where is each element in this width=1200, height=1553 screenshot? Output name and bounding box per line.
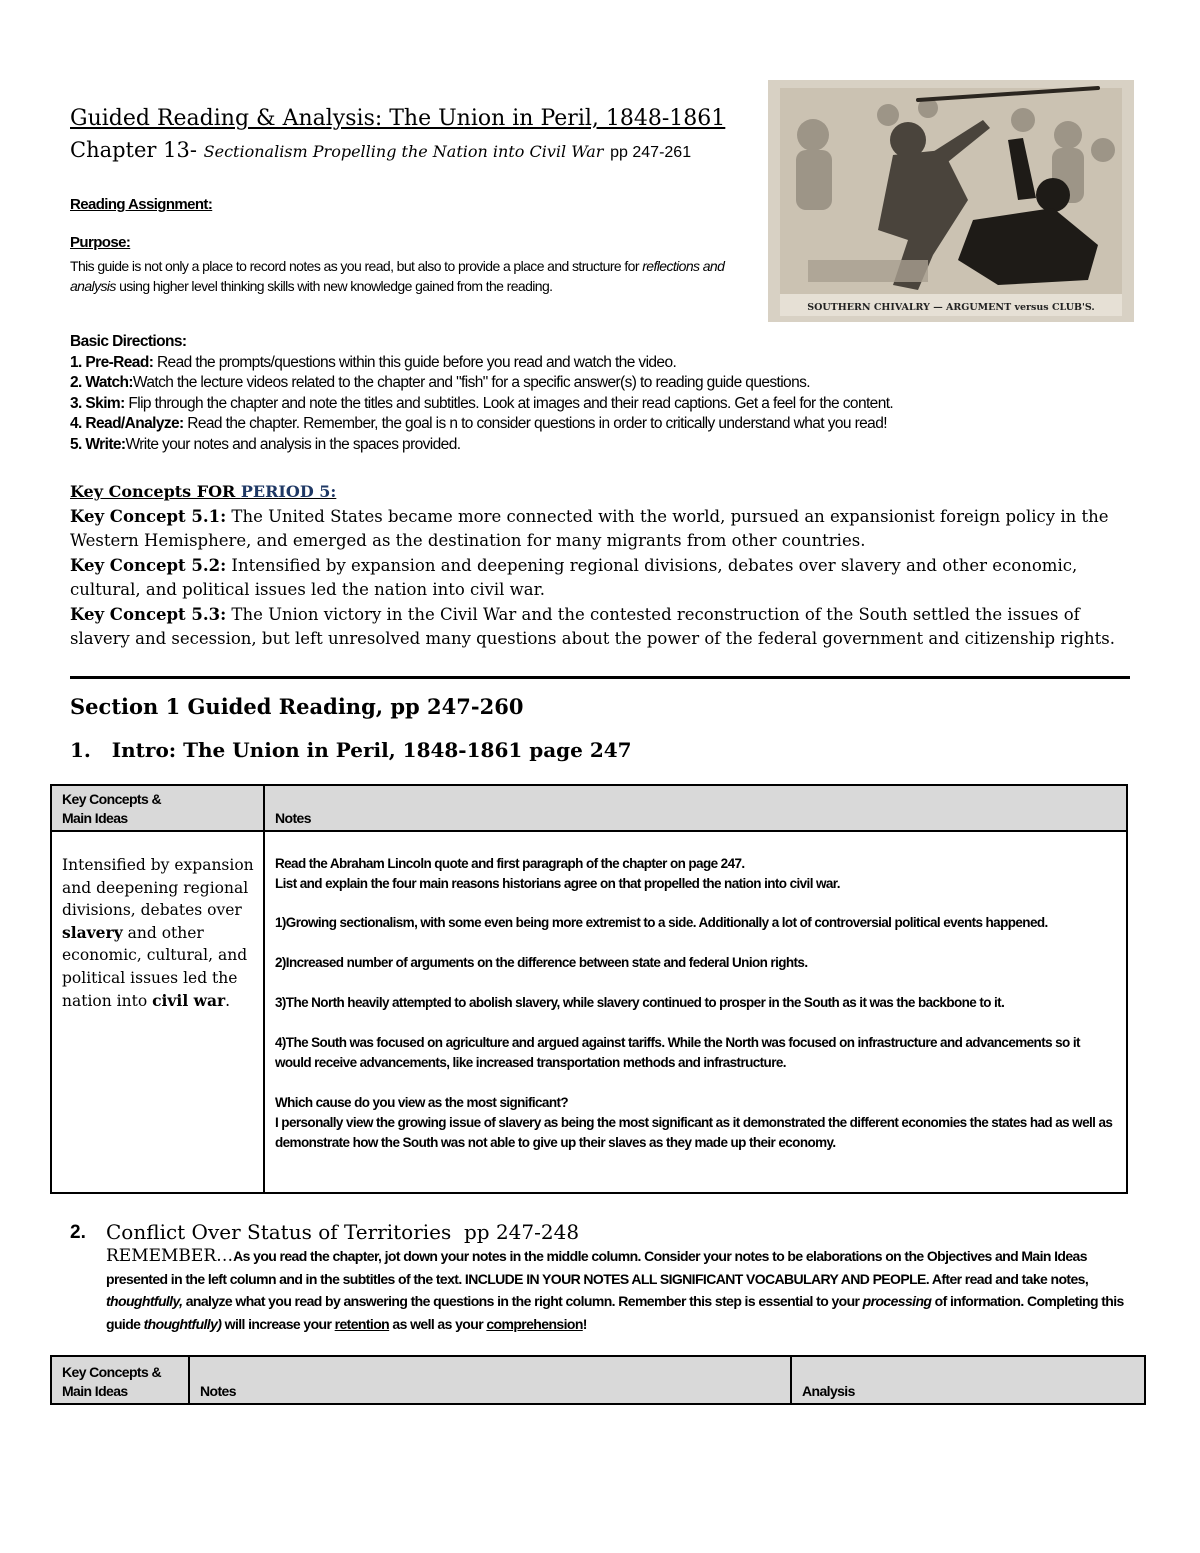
direction-label: 4. Read/Analyze: bbox=[70, 415, 184, 432]
key-concepts-period: PERIOD 5: bbox=[240, 482, 337, 501]
direction-item bbox=[70, 394, 1160, 415]
notes-question: Which cause do you view as the most significant? bbox=[275, 1095, 569, 1110]
section-2-table bbox=[50, 1355, 1146, 1405]
header-text: Main Ideas bbox=[62, 810, 128, 826]
table-row bbox=[51, 831, 1127, 1193]
section-1-table bbox=[50, 784, 1128, 1194]
main-idea-text: Intensified by expansion and deepening regional divisions, debates over bbox=[62, 856, 254, 920]
direction-text: Read the chapter. Remember, the goal is n to consider questions in order to critically understand what you read! bbox=[183, 415, 887, 432]
notes-prompt: Read the Abraham Lincoln quote and first paragraph of the chapter on page 247. bbox=[275, 856, 745, 871]
key-concept-item bbox=[70, 505, 1132, 554]
main-idea-text: . bbox=[225, 991, 231, 1010]
chapter-label: Chapter 13- bbox=[70, 138, 197, 162]
header-key-concepts bbox=[51, 785, 264, 831]
direction-item bbox=[70, 414, 1160, 435]
direction-text: Write your notes and analysis in the spaces provided. bbox=[125, 435, 461, 453]
southern-chivalry-illustration bbox=[768, 80, 1134, 322]
table-header-row bbox=[51, 1356, 1145, 1404]
direction-label: 5. Write: bbox=[70, 435, 126, 453]
main-idea-cell bbox=[51, 831, 264, 1193]
item-1-heading: 1. Intro: The Union in Peril, 1848-1861 page 247 bbox=[70, 738, 632, 762]
notes-reason: 2)Increased number of arguments on the difference between state and federal Union rights. bbox=[275, 955, 808, 970]
chapter-pages: pp 247-261 bbox=[610, 144, 692, 161]
header-analysis: Analysis bbox=[791, 1356, 1145, 1404]
purpose-text-part: This guide is not only a place to record notes as you read, but also to provide a place and structure for bbox=[70, 258, 643, 274]
notes-reason: 3)The North heavily attempted to abolish slavery, while slavery continued to prosper in the South as it was the backbone to it. bbox=[275, 995, 1005, 1010]
remember-underline: retention bbox=[334, 1315, 390, 1332]
illustration-svg bbox=[768, 80, 1134, 322]
remember-instructions bbox=[106, 1246, 1146, 1336]
header-text: Main Ideas bbox=[62, 1383, 128, 1399]
main-idea-bold: civil war bbox=[152, 990, 226, 1010]
remember-label: REMEMBER… bbox=[106, 1246, 234, 1266]
direction-text: Read the prompts/questions within this guide before you read and watch the video. bbox=[153, 353, 677, 371]
key-concepts-heading bbox=[70, 480, 1132, 505]
notes-answer: I personally view the growing issue of slavery as being the most significant as it demonstrated the different economies the states had as well as demonstrate how the South was not able to give up their slaves as they made up their economy. bbox=[275, 1115, 1113, 1150]
remember-text: analyze what you read by answering the questions in the right column. Remember this step is essential to your bbox=[182, 1293, 863, 1309]
header-text: Key Concepts & bbox=[62, 1364, 161, 1380]
direction-item bbox=[70, 353, 1160, 374]
notes-reason: 4)The South was focused on agriculture and argued against tariffs. While the North was focused on infrastructure and advancements so it would receive advancements, like increased transportation methods and infrastructure. bbox=[275, 1035, 1080, 1070]
notes-cell[interactable] bbox=[264, 831, 1127, 1193]
notes-prompt: List and explain the four main reasons historians agree on that propelled the nation into civil war. bbox=[275, 876, 840, 891]
remember-emphasis: thoughtfully) bbox=[143, 1315, 222, 1332]
key-concept-text: The Union victory in the Civil War and the contested reconstruction of the South settled the issues of slavery and secession, but left unresolved many questions about the power of the federal government and citizenship rights. bbox=[70, 604, 1116, 648]
reading-assignment-label: Reading Assignment: bbox=[70, 196, 213, 213]
key-concept-label: Key Concept 5.1: bbox=[70, 506, 227, 526]
key-concept-item bbox=[70, 554, 1132, 603]
basic-directions bbox=[70, 332, 1160, 455]
key-concepts-heading-text: Key Concepts FOR bbox=[70, 482, 241, 501]
key-concept-text: The United States became more connected with the world, pursued an expansionist foreign policy in the Western Hemisphere, and emerged as the destination for many migrants from other countries. bbox=[70, 506, 1109, 550]
purpose-text bbox=[70, 256, 730, 296]
item-2-number: 2. bbox=[70, 1222, 86, 1243]
header-key-concepts bbox=[51, 1356, 189, 1404]
key-concepts bbox=[70, 480, 1132, 652]
direction-item bbox=[70, 435, 1160, 456]
key-concept-label: Key Concept 5.2: bbox=[70, 555, 227, 575]
chapter-subtitle: Sectionalism Propelling the Nation into Civil War bbox=[203, 142, 604, 161]
direction-item bbox=[70, 373, 1160, 394]
remember-text: As you read the chapter, jot down your notes in the middle column. Consider your notes to be elaborations on the Objectives and Main Ideas presented in the left column and in the subtitles of the text. INCLUDE IN YOUR NOTES ALL SIGNIFICANT VOCABULARY AND PEOPLE. After read and take notes, bbox=[106, 1248, 1089, 1287]
direction-text: Flip through the chapter and note the titles and subtitles. Look at images and their read captions. Get a feel for the content. bbox=[124, 394, 894, 412]
key-concept-item bbox=[70, 603, 1132, 652]
key-concept-text: Intensified by expansion and deepening regional divisions, debates over slavery and other economic, cultural, and political issues led the nation into civil war. bbox=[70, 555, 1078, 599]
main-idea-bold: slavery bbox=[62, 922, 123, 942]
remember-underline: comprehension bbox=[486, 1315, 583, 1332]
remember-emphasis: thoughtfully, bbox=[106, 1293, 183, 1309]
page-title: Guided Reading & Analysis: The Union in Peril, 1848-1861 bbox=[70, 106, 726, 131]
header-notes: Notes bbox=[189, 1356, 791, 1404]
remember-text: of information. Completing this guide bbox=[106, 1293, 1124, 1332]
key-concept-label: Key Concept 5.3: bbox=[70, 604, 227, 624]
notes-reason: 1)Growing sectionalism, with some even being more extremist to a side. Additionally a lot of controversial political events happened. bbox=[275, 915, 1048, 930]
remember-emphasis: processing bbox=[862, 1293, 932, 1309]
chapter-heading bbox=[70, 138, 691, 162]
header-notes: Notes bbox=[264, 785, 1127, 831]
horizontal-rule bbox=[70, 676, 1130, 679]
purpose-text-part: using higher level thinking skills with new knowledge gained from the reading. bbox=[115, 278, 553, 294]
item-2-heading: Conflict Over Status of Territories pp 247-248 bbox=[106, 1220, 580, 1244]
table-header-row bbox=[51, 785, 1127, 831]
remember-text: as well as your bbox=[389, 1315, 487, 1332]
main-idea-text: and other economic, cultural, and political issues led the nation into bbox=[62, 923, 248, 1010]
remember-text: will increase your bbox=[221, 1315, 335, 1332]
remember-text: ! bbox=[582, 1315, 587, 1332]
directions-heading: Basic Directions: bbox=[70, 333, 187, 350]
direction-label: 1. Pre-Read: bbox=[70, 353, 154, 371]
section-1-heading: Section 1 Guided Reading, pp 247-260 bbox=[70, 694, 524, 719]
purpose-text-emphasis: reflections and analysis bbox=[70, 258, 725, 294]
direction-label: 2. Watch: bbox=[70, 374, 133, 391]
header-text: Key Concepts & bbox=[62, 791, 161, 807]
direction-label: 3. Skim: bbox=[70, 394, 125, 412]
direction-text: Watch the lecture videos related to the chapter and "fish" for a specific answer(s) to reading guide questions. bbox=[132, 374, 810, 391]
illustration-caption: SOUTHERN CHIVALRY — ARGUMENT versus CLUB'S. bbox=[807, 302, 1095, 313]
purpose-label: Purpose: bbox=[70, 234, 131, 251]
